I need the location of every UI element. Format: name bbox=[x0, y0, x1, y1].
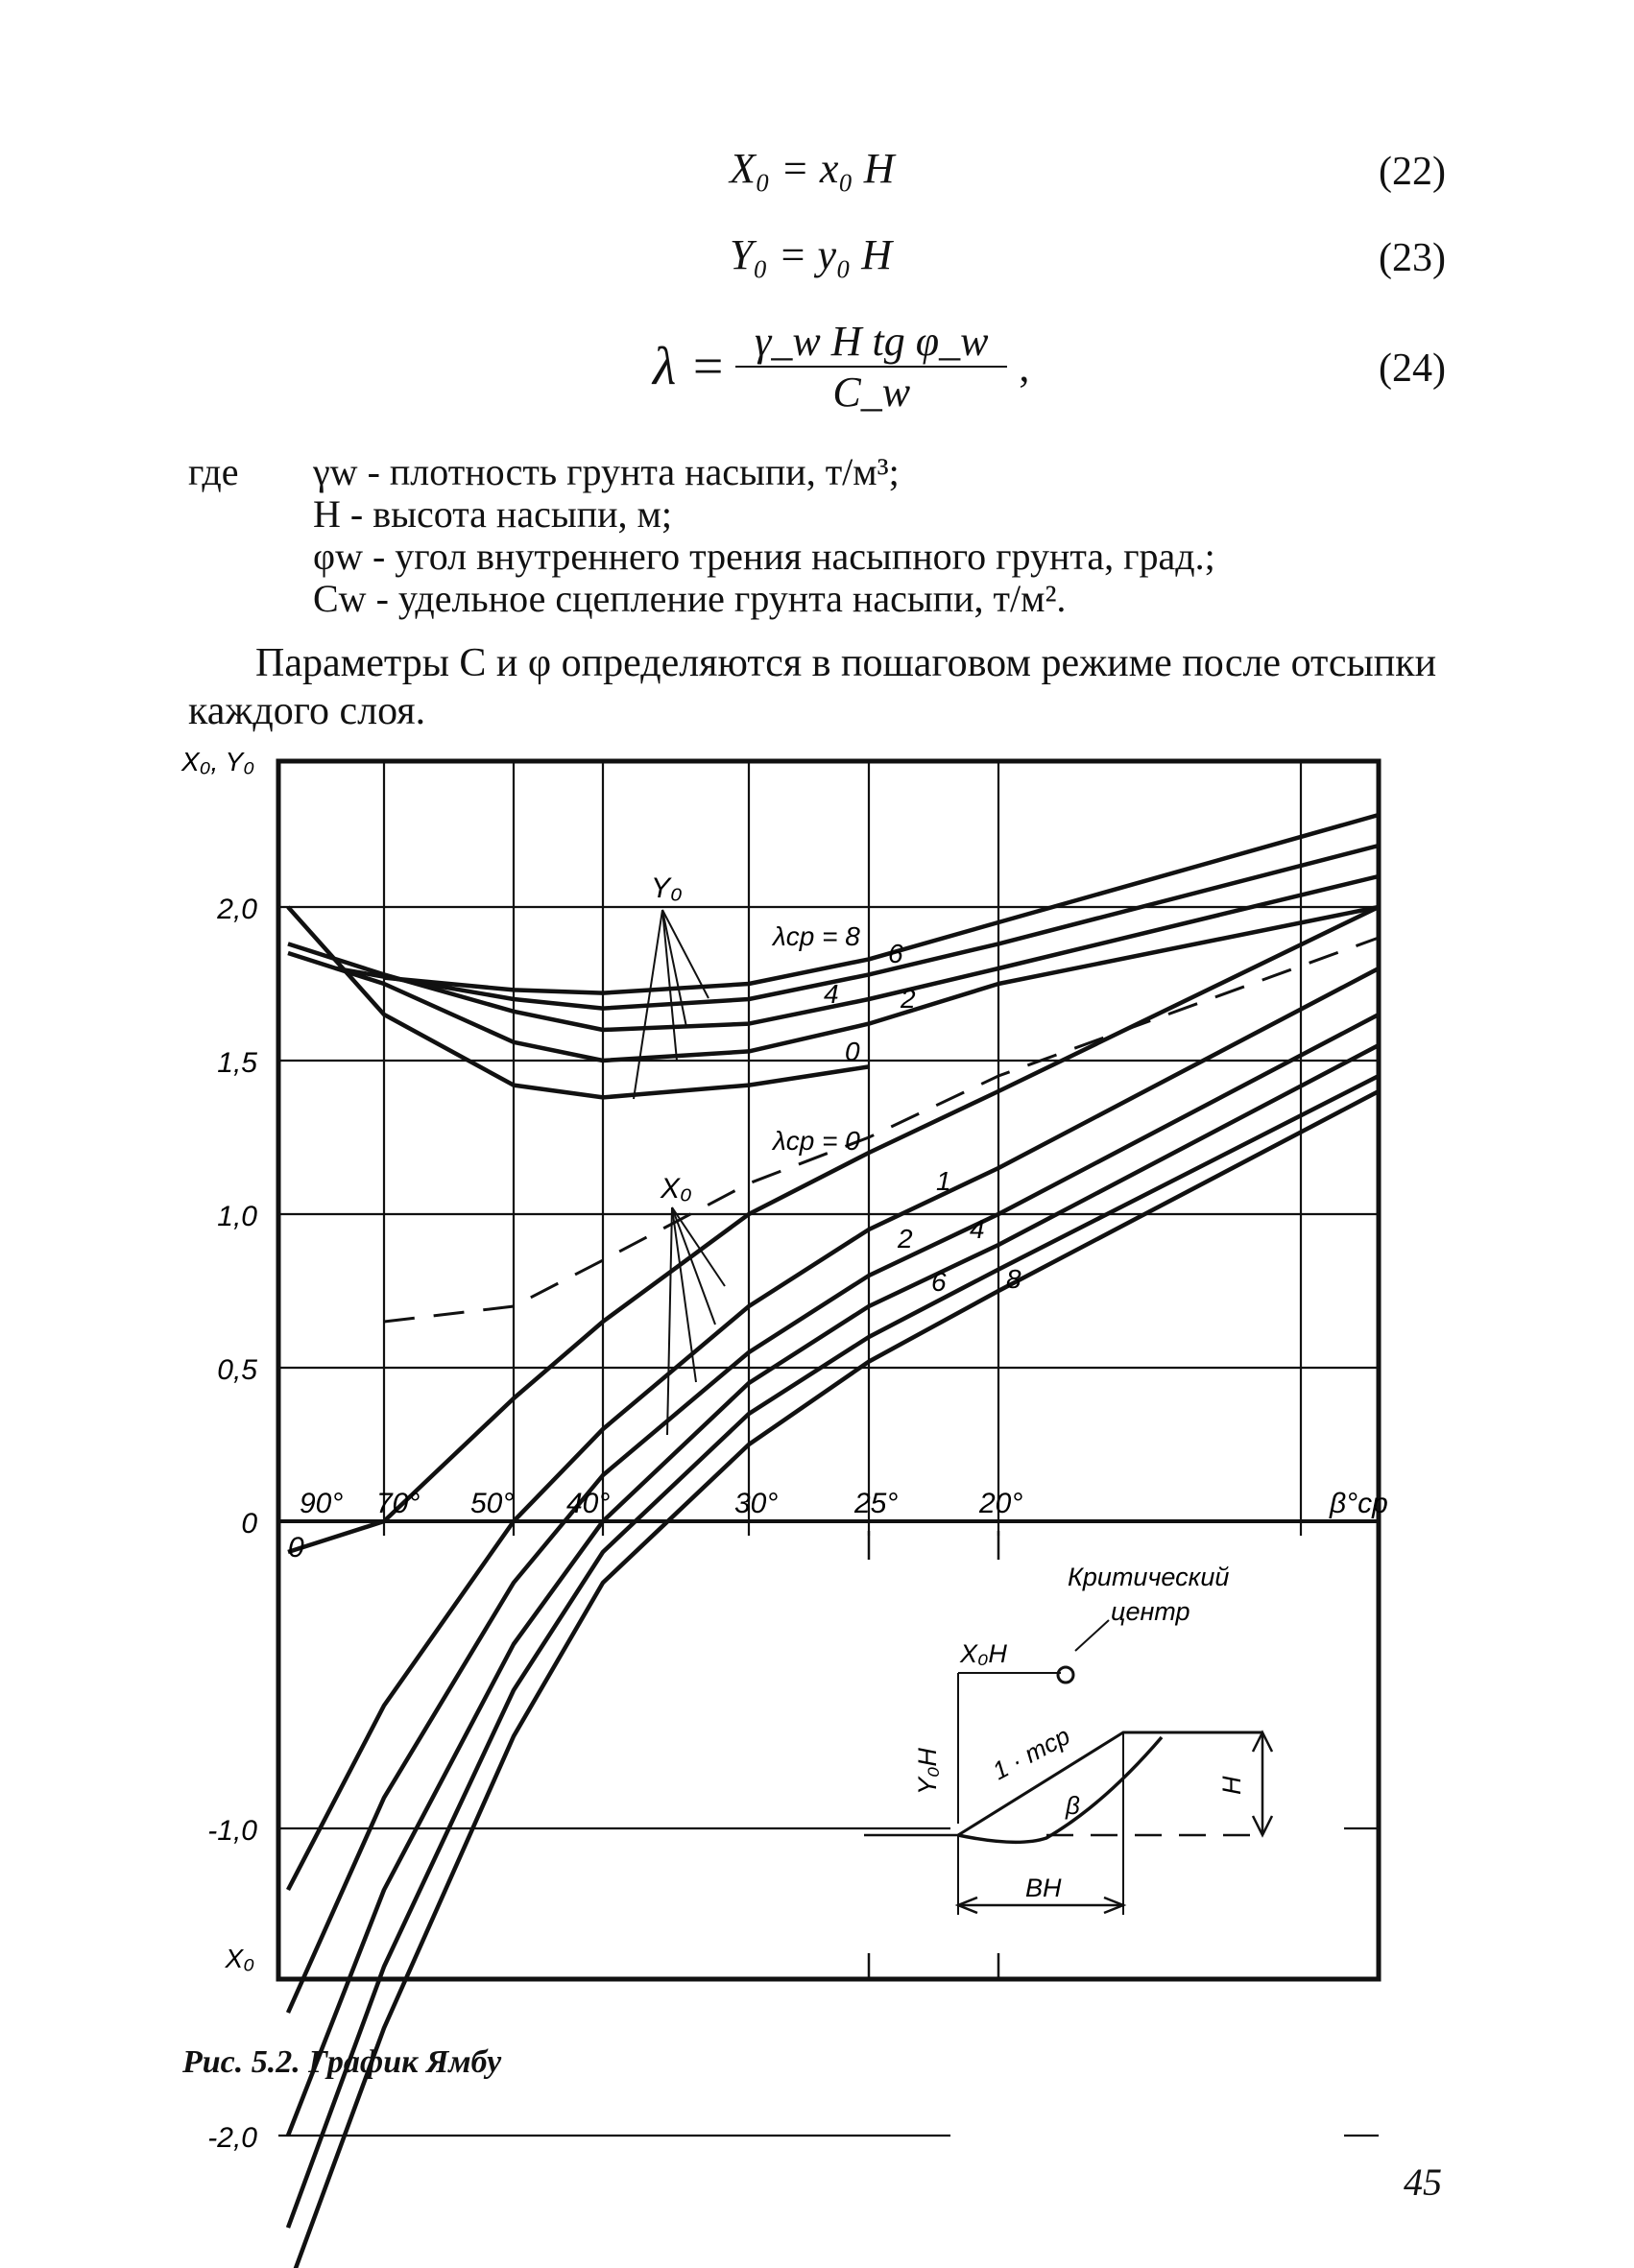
inset-y0h-label: Y₀H bbox=[913, 1748, 942, 1795]
y0-curve-label: 6 bbox=[888, 939, 903, 968]
y0-leader-line bbox=[662, 910, 686, 1027]
y-axis-label: X₀, Y₀ bbox=[180, 747, 254, 776]
x-tick-label: 70° bbox=[376, 1488, 421, 1519]
equation-24-numerator: γ_w H tg φ_w bbox=[735, 317, 1007, 368]
x0-leader-line bbox=[667, 1207, 672, 1435]
x-tick-label: 20° bbox=[979, 1488, 1023, 1519]
equation-23-lhs: Y₀ = y₀ H bbox=[730, 231, 893, 278]
body-paragraph: Параметры C и φ определяются в пошаговом режиме после отсыпки каждого слоя. bbox=[188, 641, 1437, 733]
x0-curve-label: 8 bbox=[1006, 1264, 1021, 1294]
equation-24-number: (24) bbox=[1379, 346, 1446, 391]
y-tick-label: 1,5 bbox=[217, 1047, 257, 1079]
x0-curve-label: 1 bbox=[936, 1166, 951, 1196]
definition-item: H - высота насыпи, м; bbox=[313, 492, 672, 536]
equation-24-lambda: λ = bbox=[653, 337, 727, 396]
y0-curve bbox=[384, 815, 1379, 993]
x-tick-label: 40° bbox=[566, 1488, 611, 1519]
equation-24-comma: , bbox=[1019, 343, 1030, 391]
inset-height-label: H bbox=[1217, 1776, 1246, 1795]
x0-curve bbox=[288, 968, 1379, 1890]
y-tick-label: 0 bbox=[241, 1508, 257, 1540]
x0-curve bbox=[288, 1015, 1379, 2013]
equation-22-number: (22) bbox=[1379, 150, 1446, 194]
y-axis-label-bottom: X₀ bbox=[225, 1944, 254, 1973]
x0-leader-line bbox=[672, 1207, 696, 1382]
inset-bh-label: BH bbox=[1025, 1874, 1062, 1902]
definition-item: γw - плотность грунта насыпи, т/м³; bbox=[313, 450, 900, 493]
x-axis-label: β°ср bbox=[1330, 1488, 1388, 1519]
y-tick-label: 0,5 bbox=[217, 1354, 257, 1386]
x0-curve bbox=[288, 1091, 1379, 2268]
inset-critical-label: Критический bbox=[1068, 1563, 1230, 1591]
x-tick-label: 50° bbox=[470, 1488, 515, 1519]
inset-leader bbox=[1075, 1620, 1109, 1651]
x-tick-label: 90° bbox=[300, 1488, 344, 1519]
y0-curve-label: 2 bbox=[901, 984, 916, 1014]
y-tick-label: -1,0 bbox=[207, 1815, 257, 1847]
inset-x0h-label: X₀H bbox=[960, 1639, 1007, 1668]
inset-critical-label: центр bbox=[1111, 1597, 1190, 1626]
y-tick-label: -2,0 bbox=[207, 2122, 257, 2154]
equation-24-denominator: C_w bbox=[832, 369, 911, 416]
x0-group-label: X₀ bbox=[661, 1173, 692, 1205]
y0-group-label: Y₀ bbox=[651, 872, 683, 904]
x-tick-note: 0 bbox=[288, 1532, 304, 1564]
y0-curve-label: 0 bbox=[845, 1037, 860, 1066]
inset-beta-label: β bbox=[1066, 1791, 1080, 1820]
definition-item: φw - угол внутреннего трения насыпного грунта, град.; bbox=[313, 535, 1215, 578]
equation-23-number: (23) bbox=[1379, 236, 1446, 280]
x0-curve-label: 6 bbox=[931, 1267, 947, 1297]
y-tick-label: 1,0 bbox=[217, 1201, 257, 1232]
x0-curve-label: 2 bbox=[898, 1224, 913, 1253]
figure-caption: Рис. 5.2. График Ямбу bbox=[182, 2044, 502, 2080]
definitions-intro: где bbox=[188, 450, 239, 493]
x0-leader-line bbox=[672, 1207, 725, 1286]
y0-curve-label: 4 bbox=[824, 979, 839, 1009]
critical-center-marker bbox=[1058, 1667, 1073, 1683]
inset-diagram bbox=[864, 1563, 1272, 1915]
x0-curve-label: 4 bbox=[970, 1214, 985, 1244]
lambda-label-y0: λср = 8 bbox=[773, 921, 860, 951]
y-tick-label: 2,0 bbox=[217, 894, 257, 925]
equation-22-lhs: X₀ = x₀ H bbox=[730, 145, 895, 192]
definition-item: Cw - удельное сцепление грунта насыпи, т/м². bbox=[313, 577, 1067, 620]
x-tick-label: 25° bbox=[854, 1488, 899, 1519]
x-tick-label: 30° bbox=[734, 1488, 779, 1519]
page-number: 45 bbox=[1404, 2161, 1442, 2204]
inset-slope-label: 1 · mср bbox=[987, 1721, 1075, 1786]
lambda-label-x0: λср = 0 bbox=[773, 1126, 860, 1156]
